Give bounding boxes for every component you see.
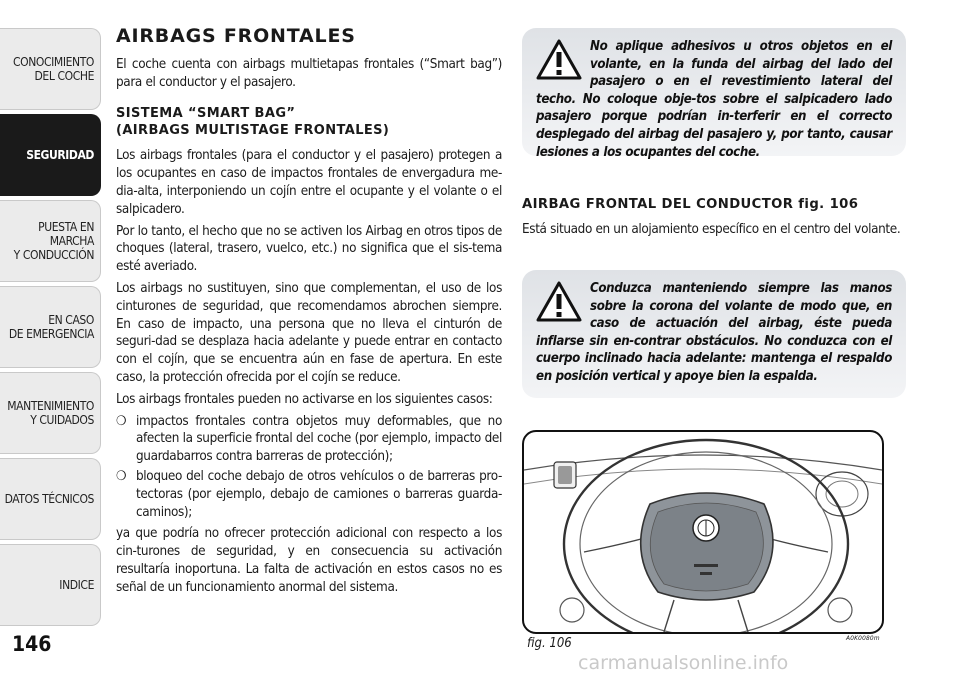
tab-indice[interactable]: INDICE bbox=[0, 544, 101, 626]
list-item-text: bloqueo del coche debajo de otros vehículos o de barreras pro-tectoras (por ejemplo, debajo de camiones o barreras guarda-caminos); bbox=[136, 468, 502, 520]
bullet-circle-icon: ❍ bbox=[116, 413, 127, 429]
driver-airbag-section bbox=[522, 196, 912, 243]
list-item bbox=[116, 413, 502, 466]
warning-triangle-icon bbox=[536, 38, 582, 82]
left-column bbox=[116, 26, 502, 601]
list-item bbox=[116, 468, 502, 521]
list-item-text: impactos frontales contra objetos muy deformables, que no afecten la superficie frontal del coche (por ejemplo, impacto del guardabarros contra barreras de protección); bbox=[136, 413, 502, 465]
watermark: carmanualsonline.info bbox=[578, 652, 789, 674]
page-number: 146 bbox=[12, 632, 52, 656]
warning-text-adhesives: No aplique adhesivos u otros objetos en el volante, en la funda del airbag del lado del pasajero o en el revestimiento lateral del techo. No coloque obje-tos sobre el salpicadero lado pasajero porque podrían in-terferir en el correcto desplegado del airbag del pasajero y, por tanto, causar lesiones a los ocupantes del coche. bbox=[536, 39, 892, 160]
warning-box-adhesives bbox=[522, 28, 906, 160]
steering-wheel-figure bbox=[522, 430, 884, 634]
warning-text-driving: Conduzca manteniendo siempre las manos sobre la corona del volante de modo que, en caso de actuación del airbag, éste pueda inflarse sin en-contrar obstáculos. No conduzca con el cuerpo inclinado hacia adelante: mantenga el respaldo en posición vertical y apoye bien la espalda. bbox=[536, 281, 892, 384]
section-title bbox=[116, 105, 502, 139]
steering-wheel-illustration bbox=[524, 432, 882, 632]
tab-puesta-en-marcha[interactable]: PUESTA EN MARCHA Y CONDUCCIÓN bbox=[0, 200, 101, 282]
tab-en-caso-de-emergencia[interactable]: EN CASO DE EMERGENCIA bbox=[0, 286, 101, 368]
paragraph-1: Los airbags frontales (para el conductor y el pasajero) protegen a los ocupantes en caso de impactos frontales de envergadura me-dia-alta, interponiendo un cojín entre el ocupante y el volante o el salpicadero. bbox=[116, 148, 502, 217]
section-title-line2: (AIRBAGS MULTISTAGE FRONTALES) bbox=[116, 123, 390, 139]
bullet-circle-icon: ❍ bbox=[116, 468, 127, 484]
paragraph-4: Los airbags frontales pueden no activarse en los siguientes casos: bbox=[116, 391, 493, 407]
warning-box-driving bbox=[522, 270, 906, 398]
paragraph-5: ya que podría no ofrecer protección adicional con respecto a los cin-turones de seguridad, y en consecuencia su activación resultaría inoportuna. La falta de activación en estos casos no es señal de un funcionamiento anormal del sistema. bbox=[116, 526, 502, 595]
paragraph-2: Por lo tanto, el hecho que no se activen los Airbag en otros tipos de choques (lateral, trasero, vuelco, etc.) no significa que el sis-tema esté averiado. bbox=[116, 223, 502, 275]
tab-datos-tecnicos[interactable]: DATOS TÉCNICOS bbox=[0, 458, 101, 540]
driver-airbag-title: AIRBAG FRONTAL DEL CONDUCTOR fig. 106 bbox=[522, 197, 859, 212]
section-title-line1: SISTEMA “SMART BAG” bbox=[116, 106, 296, 122]
bullet-list bbox=[116, 413, 502, 522]
warning-triangle-icon bbox=[536, 280, 582, 324]
tab-conocimiento-del-coche[interactable]: CONOCIMIENTO DEL COCHE bbox=[0, 28, 101, 110]
tab-mantenimiento[interactable]: MANTENIMIENTO Y CUIDADOS bbox=[0, 372, 101, 454]
figure-caption: fig. 106 bbox=[527, 636, 572, 651]
tab-seguridad[interactable]: SEGURIDAD bbox=[0, 114, 101, 196]
intro-paragraph: El coche cuenta con airbags multietapas frontales (“Smart bag”) para el conductor y el pasajero. bbox=[116, 56, 502, 90]
driver-airbag-text: Está situado en un alojamiento específico en el centro del volante. bbox=[522, 222, 901, 237]
paragraph-3: Los airbags no sustituyen, sino que complementan, el uso de los cinturones de seguridad, que recomendamos abrochen siempre. En caso de impacto, una persona que no lleva el cinturón de seguri-dad se desplaza hacia adelante y puede entrar en contacto con el cojín, que se encuentra aún en fase de apertura. En este caso, la protección ofrecida por el cojín se reduce. bbox=[116, 280, 502, 385]
figure-code: A0K0080m bbox=[846, 634, 880, 642]
page-title: AIRBAGS FRONTALES bbox=[116, 25, 356, 47]
